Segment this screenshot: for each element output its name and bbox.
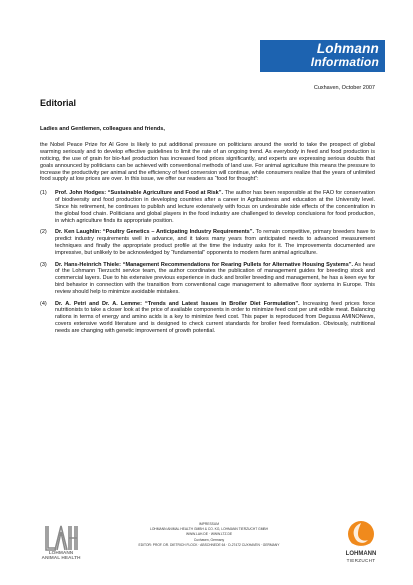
item-number: (3) — [40, 261, 47, 268]
dateline: Cuxhaven, October 2007 — [313, 85, 375, 91]
item-number: (1) — [40, 190, 47, 197]
list-item — [40, 301, 375, 336]
item-lead: Dr. Ken Laughlin: “Poultry Genetics – Anticipating Industry Requirements”. — [55, 229, 255, 236]
lah-line1: LOHMANN — [48, 551, 74, 556]
imprint-label: IMPRESSUM — [199, 522, 219, 526]
lah-wordmark — [36, 551, 86, 561]
item-lead: Dr. A. Petri and Dr. A. Lemme: “Trends and Latest Issues in Broiler Diet Formulation”. — [55, 300, 300, 307]
list-item — [40, 190, 375, 225]
imprint-line3: Cuxhaven, Germany — [193, 537, 225, 542]
imprint — [85, 522, 333, 548]
greeting: Ladies and Gentlemen, colleagues and friends, — [40, 126, 165, 132]
article-list — [40, 190, 375, 335]
item-lead: Dr. Hans-Heinrich Thiele: “Management Recommendations for Rearing Pullets for Alternative Housing Systems”. — [55, 261, 354, 268]
item-lead: Prof. John Hodges: “Sustainable Agriculture and Food at Risk”. — [55, 190, 223, 197]
lah-line2: ANIMAL HEALTH — [41, 556, 81, 561]
brand-word-lohmann: Lohmann — [316, 41, 379, 56]
brand-word-information: Information — [310, 55, 379, 69]
lohmann-information-banner — [260, 40, 385, 72]
imprint-line2: WWW.LAH.DE · WWW.LTZ.DE — [185, 532, 233, 537]
list-item — [40, 229, 375, 257]
imprint-line1: LOHMANN ANIMAL HEALTH GMBH & CO. KG, LOHMANN TIERZUCHT GMBH — [149, 527, 269, 532]
lt-wordmark: LOHMANN — [345, 551, 377, 557]
item-number: (4) — [40, 300, 47, 307]
item-text: Increasing feed prices force nutritionists to take a closer look at the price of available components in order to minimize feed cost per unit edible meat. Balancing rations in terms of energy and amino acids is a key to minimize feed cost. This paper is reproduced from Degussa AMINONews, covers extensive world literature and is designed to check current standards for broiler feed formulation. Obviously, nutritional needs are changing with genetic improvement of growth potential. — [55, 300, 375, 335]
item-number: (2) — [40, 229, 47, 236]
lt-subtitle: TIERZUCHT — [346, 558, 376, 563]
intro-paragraph: the Nobel Peace Prize for Al Gore is likely to put additional pressure on politicians around the world to take the prospect of global warming seriously and to develop effective guidelines to limit the rate of an ongoing trend. As everybody in feed and food production is noticing, the use of grain for bio-fuel production has increased food prices significantly, and experts are expressing serious doubts that goals announced by politicians can be achieved with conventional methods of land use. For animal agriculture this means the pressure to increase the productivity per animal and the efficiency of feed conversion will continue, while consumers realize that the years of unlimited food supply at low prices are over. In this issue, we offer our readers as “food for thought”: — [40, 141, 375, 183]
item-text: The author has been responsible at the FAO for conservation of biodiversity and food production in developing countries after a career in Agribusiness and education at the University level. Since his retirement, he continues to publish and lecture extensively with focus on undesirable side effects of the concentration in the global food chain. Politicians and global players in the food industry are challenged to develop conclusions for food production, in which agriculture finds its appropriate position. — [55, 190, 375, 224]
list-item — [40, 262, 375, 297]
item-text: To remain competitive, primary breeders have to predict industry requirements well in advance, and it takes many years from anticipated needs to advanced measurement techniques and finally the appropriate product profile at the time the industry asks for it. The improvements documented are impressive, but unlikely to be acknowledged by “fundamental” opponents to modern farm animal agriculture. — [55, 229, 375, 257]
page-footer — [40, 518, 385, 568]
item-text: As head of the Lohmann Tierzucht service team, the author coordinates the publication of management guides for breeding stock and commercial layers. Due to his extensive previous experience in duck and broiler breeding and management, he has a keen eye for bird behavior in connection with the transition from conventional cage management to alternative floor systems in Europe. This review should help to minimize avoidable mistakes. — [55, 261, 375, 296]
imprint-line4: EDITOR: PROF. DR. DIETRICH FLOCK · ABSCHNEDE 64 · D-27472 CUXHAVEN · GERMANY — [138, 542, 280, 547]
editorial-body — [40, 126, 375, 340]
page-title: Editorial — [40, 98, 77, 108]
